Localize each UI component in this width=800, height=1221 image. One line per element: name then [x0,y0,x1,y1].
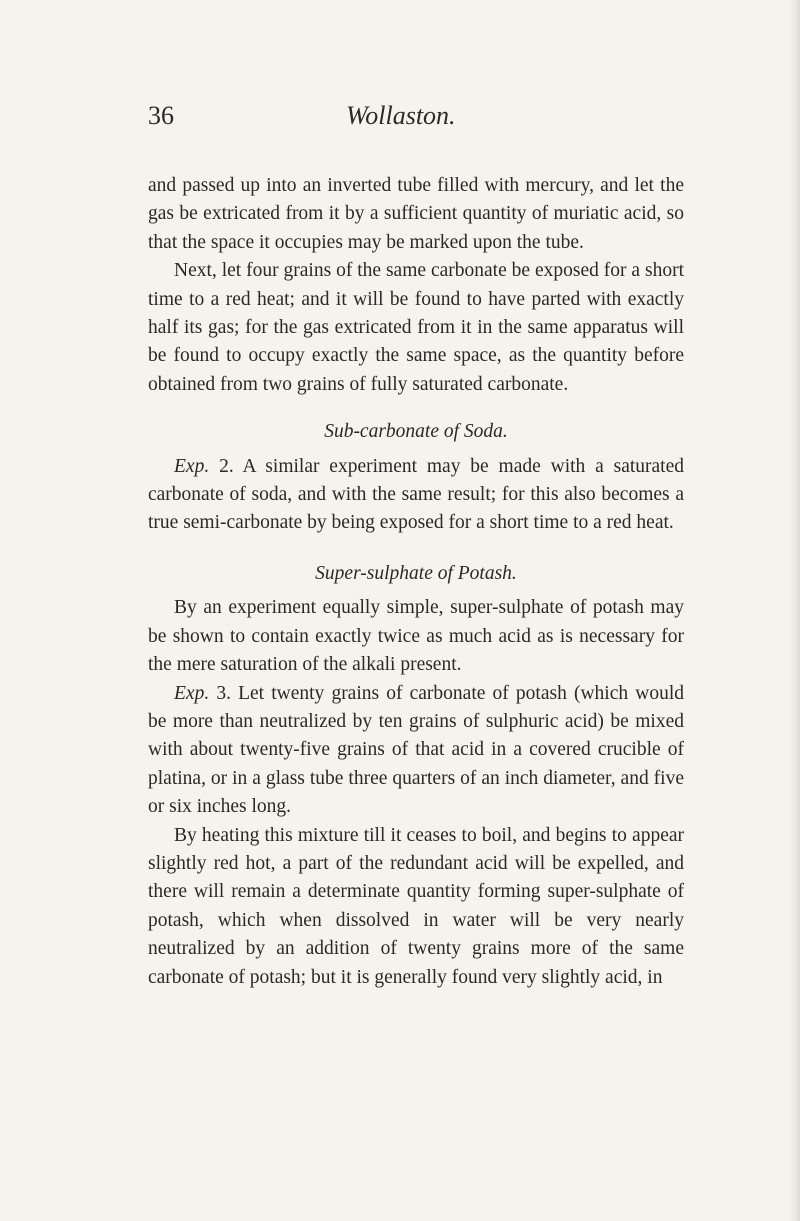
paragraph-experiment-3 [148,680,684,822]
paragraph-continued: and passed up into an inverted tube filled with mercury, and let the gas be extricated from it by a sufficient quantity of muriatic acid, so that the space it occupies may be marked upon the tube. [148,175,684,253]
section-heading-sub-carbonate-of-soda: Sub-carbonate of Soda. [324,421,508,443]
paragraph-experiment-2 [148,453,684,538]
paragraph-super-sulphate-intro: By an experiment equally simple, super-sulphate of potash may be shown to contain exactly twice as much acid as is necessary for the mere saturation of the alkali present. [148,597,684,676]
experiment-label: Exp. [174,455,210,477]
body-text [148,172,684,992]
experiment-label: Exp. [174,682,210,704]
page-edge-shadow [790,0,800,1221]
section-heading-super-sulphate-of-potash: Super-sulphate of Potash. [315,562,517,584]
experiment-2-text: 2. A similar experiment may be made with a saturated carbonate of soda, and with the same result; for this also becomes a true semi-carbonate by being exposed for a short time to a red heat. [148,455,685,534]
running-head: Wollaston. [346,101,456,130]
page-header [148,96,668,136]
experiment-3-text: 3. Let twenty grains of carbonate of potash (which would be more than neutralized by ten grains of sulphuric acid) be mixed with about twenty-five grains of that acid in a covered crucible of platina, or in a glass tube three quarters of an inch diameter, and five or six inches long. [148,682,684,818]
page-number: 36 [148,101,174,130]
paragraph-next: Next, let four grains of the same carbonate be exposed for a short time to a red heat; and it will be found to have parted with exactly half its gas; for the gas extricated from it in the same apparatus will be found to occupy exactly the same space, as the quantity before obtained from two grains of fully saturated carbonate. [148,260,684,395]
paragraph-heating: By heating this mixture till it ceases to boil, and begins to appear slightly red hot, a part of the redundant acid will be expelled, and there will remain a determinate quantity forming super-sulphate of potash, which when dissolved in water will be very nearly neutralized by an addition of twenty grains more of the same carbonate of potash; but it is generally found very slightly acid, in [148,824,684,988]
